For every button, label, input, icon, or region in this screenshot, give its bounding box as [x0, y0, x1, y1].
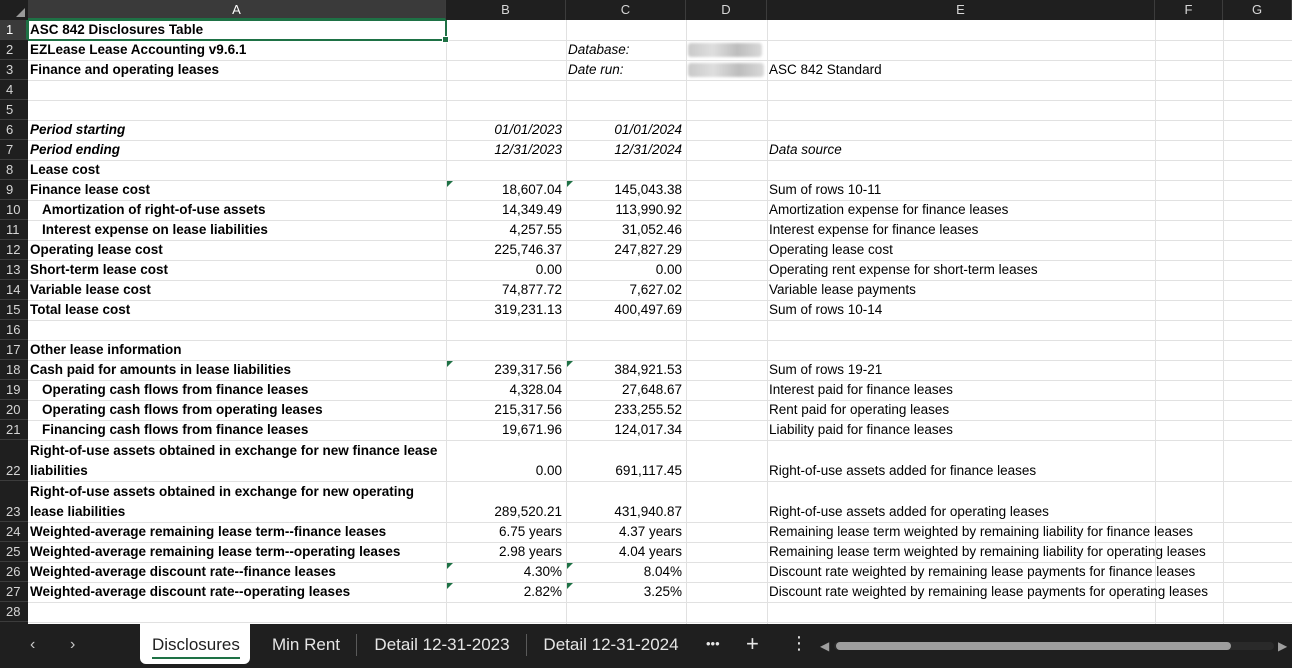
cell-c22[interactable]: 691,117.45 [615, 463, 682, 478]
cell-a12[interactable]: Operating lease cost [30, 242, 163, 257]
scroll-right-icon[interactable]: ▶ [1278, 639, 1288, 653]
cell-a18[interactable]: Cash paid for amounts in lease liabilities [30, 362, 292, 377]
row-header[interactable]: 22 [0, 440, 28, 481]
row-header[interactable]: 4 [0, 80, 28, 100]
row-header[interactable]: 3 [0, 60, 28, 80]
cell-e3[interactable]: ASC 842 Standard [769, 62, 882, 77]
cell-e7[interactable]: Data source [769, 142, 842, 157]
cell-b10[interactable]: 14,349.49 [501, 202, 562, 217]
cell-e13[interactable]: Operating rent expense for short-term leases [769, 262, 1038, 277]
cell-e26[interactable]: Discount rate weighted by remaining lease payments for finance leases [769, 564, 1196, 579]
cell-a6[interactable]: Period starting [30, 122, 126, 137]
gridline [28, 602, 1292, 603]
row-header[interactable]: 28 [0, 602, 28, 622]
row-header[interactable]: 9 [0, 180, 28, 200]
gridline [28, 100, 1292, 101]
gridline [28, 340, 1292, 341]
sheet-tab-min-rent[interactable]: Min Rent [271, 635, 341, 654]
column-header-f[interactable]: F [1155, 0, 1223, 20]
cell-b19[interactable]: 4,328.04 [509, 382, 562, 397]
sheet-tab-label: Disclosures [152, 635, 240, 659]
row-header[interactable]: 17 [0, 340, 28, 360]
cell-b26[interactable]: 4.30% [523, 564, 562, 579]
cell-a13[interactable]: Short-term lease cost [30, 262, 169, 277]
cell-c27[interactable]: 3.25% [643, 584, 682, 599]
sheet-tab-detail-2024[interactable]: Detail 12-31-2024 [543, 635, 679, 654]
gridline [28, 80, 1292, 81]
error-indicator-icon[interactable] [447, 583, 453, 589]
cell-c14[interactable]: 7,627.02 [629, 282, 682, 297]
cell-e15[interactable]: Sum of rows 10-14 [769, 302, 883, 317]
row-header[interactable]: 16 [0, 320, 28, 340]
row-header[interactable]: 7 [0, 140, 28, 160]
cell-e20[interactable]: Rent paid for operating leases [769, 402, 950, 417]
cell-b24[interactable]: 6.75 years [498, 524, 562, 539]
cell-e24[interactable]: Remaining lease term weighted by remaining liability for finance leases [769, 524, 1193, 539]
add-sheet-icon[interactable]: + [746, 631, 759, 656]
row-header[interactable]: 11 [0, 220, 28, 240]
horizontal-scrollbar[interactable] [820, 640, 1290, 652]
cell-c18[interactable]: 384,921.53 [614, 362, 682, 377]
row-header-bar [0, 20, 28, 624]
cell-b25[interactable]: 2.98 years [498, 544, 562, 559]
scroll-left-icon[interactable]: ◀ [820, 639, 830, 653]
cell-a23[interactable]: Right-of-use assets obtained in exchange for new operating lease liabilities [30, 484, 415, 519]
row-header[interactable]: 23 [0, 481, 28, 522]
cell-c24[interactable]: 4.37 years [618, 524, 682, 539]
cell-c19[interactable]: 27,648.67 [621, 382, 682, 397]
cell-a15[interactable]: Total lease cost [30, 302, 131, 317]
sheet-tab-bar [0, 624, 1292, 668]
cell-a27[interactable]: Weighted-average discount rate--operating leases [30, 584, 351, 599]
cell-b6[interactable]: 01/01/2023 [494, 122, 562, 137]
gridline [28, 320, 1292, 321]
sheet-tab-disclosures[interactable] [140, 624, 250, 664]
cell-a20[interactable]: Operating cash flows from operating leases [42, 402, 323, 417]
next-sheet-icon[interactable]: › [70, 636, 76, 653]
cell-e27[interactable]: Discount rate weighted by remaining lease payments for operating leases [769, 584, 1208, 599]
row-header[interactable]: 8 [0, 160, 28, 180]
cell-c15[interactable]: 400,497.69 [614, 302, 682, 317]
row-header[interactable]: 5 [0, 100, 28, 120]
cell-b12[interactable]: 225,746.37 [494, 242, 562, 257]
scrollbar-thumb[interactable] [836, 642, 1231, 650]
tab-separator [356, 634, 357, 656]
cell-e25[interactable]: Remaining lease term weighted by remaining liability for operating leases [769, 544, 1206, 559]
cell-c2[interactable]: Database: [568, 42, 630, 57]
gridline [1223, 20, 1224, 624]
cell-b21[interactable]: 19,671.96 [501, 422, 562, 437]
cell-a19[interactable]: Operating cash flows from finance leases [42, 382, 309, 397]
cell-e19[interactable]: Interest paid for finance leases [769, 382, 953, 397]
gridline [686, 20, 687, 624]
row-header[interactable]: 25 [0, 542, 28, 562]
cell-c9[interactable]: 145,043.38 [614, 182, 682, 197]
cell-c13[interactable]: 0.00 [655, 262, 682, 277]
cell-b13[interactable]: 0.00 [535, 262, 562, 277]
cell-a26[interactable]: Weighted-average discount rate--finance leases [30, 564, 336, 579]
cell-c25[interactable]: 4.04 years [618, 544, 682, 559]
cell-b27[interactable]: 2.82% [523, 584, 562, 599]
cell-a9[interactable]: Finance lease cost [30, 182, 151, 197]
cell-a1[interactable]: ASC 842 Disclosures Table [30, 22, 204, 37]
cell-a2[interactable]: EZLease Lease Accounting v9.6.1 [30, 42, 247, 57]
redacted-database-value [688, 43, 762, 57]
row-header[interactable]: 20 [0, 400, 28, 420]
error-indicator-icon[interactable] [447, 181, 453, 187]
cell-e21[interactable]: Liability paid for finance leases [769, 422, 953, 437]
tab-separator [526, 634, 527, 656]
cell-a21[interactable]: Financing cash flows from finance leases [42, 422, 309, 437]
error-indicator-icon[interactable] [567, 563, 573, 569]
column-header-e[interactable]: E [767, 0, 1155, 20]
cell-c21[interactable]: 124,017.34 [614, 422, 682, 437]
column-header-c[interactable]: C [566, 0, 686, 20]
row-header[interactable]: 24 [0, 522, 28, 542]
cell-b14[interactable]: 74,877.72 [501, 282, 562, 297]
cell-c11[interactable]: 31,052.46 [621, 222, 682, 237]
cell-e11[interactable]: Interest expense for finance leases [769, 222, 979, 237]
error-indicator-icon[interactable] [447, 361, 453, 367]
cell-e12[interactable]: Operating lease cost [769, 242, 893, 257]
sheet-tab-detail-2023[interactable]: Detail 12-31-2023 [374, 635, 510, 654]
cell-c23[interactable]: 431,940.87 [614, 504, 682, 519]
error-indicator-icon[interactable] [567, 583, 573, 589]
row-header[interactable]: 26 [0, 562, 28, 582]
spreadsheet-grid[interactable] [28, 20, 1292, 624]
sheet-options-icon[interactable]: ⋮ [790, 633, 808, 653]
error-indicator-icon[interactable] [567, 361, 573, 367]
row-header[interactable]: 1 [0, 20, 28, 40]
cell-c10[interactable]: 113,990.92 [615, 202, 682, 217]
row-header[interactable]: 18 [0, 360, 28, 380]
cell-e14[interactable]: Variable lease payments [769, 282, 916, 297]
cell-b11[interactable]: 4,257.55 [509, 222, 562, 237]
row-header[interactable]: 12 [0, 240, 28, 260]
row-header[interactable]: 14 [0, 280, 28, 300]
row-header[interactable]: 19 [0, 380, 28, 400]
cell-e23[interactable]: Right-of-use assets added for operating leases [769, 504, 1049, 519]
gridline [767, 20, 768, 624]
cell-a11[interactable]: Interest expense on lease liabilities [42, 222, 268, 237]
cell-b20[interactable]: 215,317.56 [494, 402, 562, 417]
gridline [28, 160, 1292, 161]
cell-e10[interactable]: Amortization expense for finance leases [769, 202, 1009, 217]
cell-a22[interactable]: Right-of-use assets obtained in exchange for new finance lease liabilities [30, 443, 438, 478]
cell-b23[interactable]: 289,520.21 [494, 504, 562, 519]
cell-a17[interactable]: Other lease information [30, 342, 182, 357]
cell-c3[interactable]: Date run: [568, 62, 624, 77]
prev-sheet-icon[interactable]: ‹ [30, 636, 36, 653]
cell-a14[interactable]: Variable lease cost [30, 282, 151, 297]
error-indicator-icon[interactable] [567, 181, 573, 187]
cell-a24[interactable]: Weighted-average remaining lease term--finance leases [30, 524, 387, 539]
column-header-d[interactable]: D [686, 0, 767, 20]
error-indicator-icon[interactable] [447, 563, 453, 569]
redacted-date-run-value [688, 63, 764, 77]
cell-a3[interactable]: Finance and operating leases [30, 62, 220, 77]
cell-a7[interactable]: Period ending [30, 142, 121, 157]
cell-b9[interactable]: 18,607.04 [501, 182, 562, 197]
column-header-a[interactable]: A [28, 0, 446, 20]
cell-b15[interactable]: 319,231.13 [494, 302, 562, 317]
row-header[interactable]: 6 [0, 120, 28, 140]
cell-a10[interactable]: Amortization of right-of-use assets [42, 202, 266, 217]
cell-e18[interactable]: Sum of rows 19-21 [769, 362, 883, 377]
cell-e9[interactable]: Sum of rows 10-11 [769, 182, 882, 197]
gridline [28, 622, 1292, 623]
row-header[interactable]: 15 [0, 300, 28, 320]
cell-c6[interactable]: 01/01/2024 [614, 122, 682, 137]
cell-c12[interactable]: 247,827.29 [614, 242, 682, 257]
more-sheets-icon[interactable]: ••• [706, 636, 720, 651]
column-header-b[interactable]: B [446, 0, 566, 20]
cell-e22[interactable]: Right-of-use assets added for finance leases [769, 463, 1037, 478]
cell-c26[interactable]: 8.04% [643, 564, 682, 579]
cell-a8[interactable]: Lease cost [30, 162, 100, 177]
row-header[interactable]: 27 [0, 582, 28, 602]
cell-b7[interactable]: 12/31/2023 [494, 142, 562, 157]
column-header-bar [0, 0, 1292, 20]
row-header[interactable]: 21 [0, 420, 28, 440]
row-header[interactable]: 13 [0, 260, 28, 280]
cell-b18[interactable]: 239,317.56 [494, 362, 562, 377]
row-header[interactable]: 10 [0, 200, 28, 220]
cell-b22[interactable]: 0.00 [535, 463, 562, 478]
row-header[interactable]: 2 [0, 40, 28, 60]
cell-c7[interactable]: 12/31/2024 [614, 142, 682, 157]
select-all-corner[interactable] [0, 0, 28, 20]
cell-a25[interactable]: Weighted-average remaining lease term--operating leases [30, 544, 401, 559]
column-header-g[interactable]: G [1223, 0, 1292, 20]
cell-c20[interactable]: 233,255.52 [614, 402, 682, 417]
